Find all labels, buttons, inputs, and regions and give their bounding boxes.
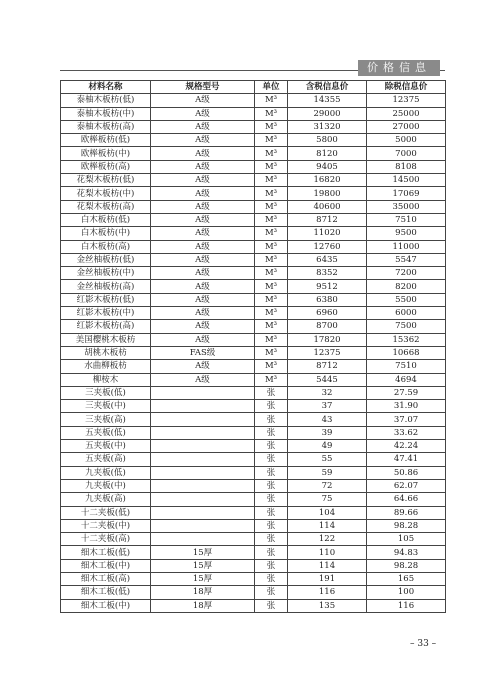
spec-model-cell — [151, 533, 255, 546]
material-name-cell: 五夹板(中) — [61, 440, 151, 453]
table-row — [61, 493, 446, 506]
unit-cell: M³ — [255, 346, 288, 359]
spec-model-cell: A级 — [151, 307, 255, 320]
price-with-tax-cell: 31320 — [288, 120, 367, 133]
price-without-tax-cell: 47.41 — [367, 453, 446, 466]
spec-model-cell: A级 — [151, 213, 255, 226]
unit-cell: 张 — [255, 466, 288, 479]
material-name-cell: 欧榉板枋(低) — [61, 134, 151, 147]
table-row — [61, 506, 446, 519]
table-row — [61, 559, 446, 572]
price-with-tax-cell: 16820 — [288, 174, 367, 187]
price-with-tax-cell: 5800 — [288, 134, 367, 147]
price-with-tax-cell: 14355 — [288, 94, 367, 107]
unit-cell: M³ — [255, 267, 288, 280]
price-without-tax-cell: 62.07 — [367, 479, 446, 492]
price-with-tax-cell: 8712 — [288, 213, 367, 226]
price-with-tax-cell: 72 — [288, 479, 367, 492]
material-name-cell: 九夹板(高) — [61, 493, 151, 506]
table-header-row — [61, 81, 446, 94]
price-without-tax-cell: 11000 — [367, 240, 446, 253]
spec-model-cell: A级 — [151, 227, 255, 240]
unit-cell: 张 — [255, 559, 288, 572]
header-price-without-tax: 除税信息价 — [367, 81, 446, 94]
spec-model-cell — [151, 400, 255, 413]
spec-model-cell: A级 — [151, 94, 255, 107]
price-without-tax-cell: 27000 — [367, 120, 446, 133]
price-with-tax-cell: 29000 — [288, 107, 367, 120]
unit-cell: M³ — [255, 213, 288, 226]
price-without-tax-cell: 7510 — [367, 213, 446, 226]
material-name-cell: 泰柚木板枋(中) — [61, 107, 151, 120]
material-name-cell: 五夹板(低) — [61, 426, 151, 439]
material-name-cell: 九夹板(低) — [61, 466, 151, 479]
price-without-tax-cell: 98.28 — [367, 519, 446, 532]
price-with-tax-cell: 40600 — [288, 200, 367, 213]
unit-cell: M³ — [255, 307, 288, 320]
price-without-tax-cell: 64.66 — [367, 493, 446, 506]
spec-model-cell — [151, 479, 255, 492]
price-with-tax-cell: 6380 — [288, 293, 367, 306]
spec-model-cell: A级 — [151, 360, 255, 373]
table-row — [61, 373, 446, 386]
material-name-cell: 泰柚木板枋(高) — [61, 120, 151, 133]
material-name-cell: 细木工板(中) — [61, 559, 151, 572]
spec-model-cell — [151, 426, 255, 439]
table-row — [61, 200, 446, 213]
price-with-tax-cell: 5445 — [288, 373, 367, 386]
unit-cell: 张 — [255, 533, 288, 546]
price-with-tax-cell: 122 — [288, 533, 367, 546]
table-row — [61, 134, 446, 147]
unit-cell: 张 — [255, 586, 288, 599]
spec-model-cell: 18厚 — [151, 586, 255, 599]
table-row — [61, 107, 446, 120]
header-unit: 单位 — [255, 81, 288, 94]
unit-cell: 张 — [255, 572, 288, 585]
price-without-tax-cell: 35000 — [367, 200, 446, 213]
section-label: 价格信息 — [358, 60, 440, 76]
unit-cell: M³ — [255, 280, 288, 293]
spec-model-cell: A级 — [151, 373, 255, 386]
spec-model-cell — [151, 466, 255, 479]
spec-model-cell: A级 — [151, 280, 255, 293]
spec-model-cell: A级 — [151, 333, 255, 346]
table-row — [61, 227, 446, 240]
price-without-tax-cell: 14500 — [367, 174, 446, 187]
material-name-cell: 五夹板(高) — [61, 453, 151, 466]
table-row — [61, 426, 446, 439]
material-name-cell: 美国樱桃木板枋 — [61, 333, 151, 346]
price-with-tax-cell: 32 — [288, 386, 367, 399]
table-row — [61, 466, 446, 479]
price-without-tax-cell: 33.62 — [367, 426, 446, 439]
table-row — [61, 120, 446, 133]
table-row — [61, 187, 446, 200]
material-name-cell: 欧榉板枋(中) — [61, 147, 151, 160]
unit-cell: 张 — [255, 599, 288, 612]
table-row — [61, 160, 446, 173]
table-row — [61, 586, 446, 599]
price-without-tax-cell: 165 — [367, 572, 446, 585]
price-with-tax-cell: 114 — [288, 559, 367, 572]
unit-cell: M³ — [255, 373, 288, 386]
unit-cell: M³ — [255, 107, 288, 120]
price-with-tax-cell: 6960 — [288, 307, 367, 320]
price-with-tax-cell: 11020 — [288, 227, 367, 240]
table-body — [61, 94, 446, 613]
spec-model-cell: 18厚 — [151, 599, 255, 612]
material-name-cell: 金丝柚板枋(高) — [61, 280, 151, 293]
price-without-tax-cell: 105 — [367, 533, 446, 546]
price-with-tax-cell: 6435 — [288, 253, 367, 266]
spec-model-cell — [151, 453, 255, 466]
table-row — [61, 479, 446, 492]
material-name-cell: 水曲柳板枋 — [61, 360, 151, 373]
material-name-cell: 胡桃木板枋 — [61, 346, 151, 359]
header-spec-model: 规格型号 — [151, 81, 255, 94]
material-name-cell: 红影木板枋(低) — [61, 293, 151, 306]
spec-model-cell: 15厚 — [151, 546, 255, 559]
price-with-tax-cell: 9405 — [288, 160, 367, 173]
unit-cell: M³ — [255, 333, 288, 346]
unit-cell: 张 — [255, 386, 288, 399]
price-with-tax-cell: 59 — [288, 466, 367, 479]
unit-cell: M³ — [255, 320, 288, 333]
price-without-tax-cell: 7510 — [367, 360, 446, 373]
spec-model-cell — [151, 506, 255, 519]
material-name-cell: 柳桉木 — [61, 373, 151, 386]
price-with-tax-cell: 12760 — [288, 240, 367, 253]
price-with-tax-cell: 8352 — [288, 267, 367, 280]
unit-cell: 张 — [255, 400, 288, 413]
spec-model-cell: A级 — [151, 107, 255, 120]
spec-model-cell: A级 — [151, 200, 255, 213]
spec-model-cell — [151, 519, 255, 532]
page-number: – 33 – — [410, 639, 437, 649]
price-with-tax-cell: 43 — [288, 413, 367, 426]
unit-cell: M³ — [255, 187, 288, 200]
unit-cell: 张 — [255, 453, 288, 466]
spec-model-cell — [151, 493, 255, 506]
price-without-tax-cell: 100 — [367, 586, 446, 599]
table-row — [61, 386, 446, 399]
table-row — [61, 360, 446, 373]
price-with-tax-cell: 191 — [288, 572, 367, 585]
material-name-cell: 欧榉板枋(高) — [61, 160, 151, 173]
table-row — [61, 280, 446, 293]
table-row — [61, 320, 446, 333]
table-row — [61, 400, 446, 413]
unit-cell: 张 — [255, 426, 288, 439]
price-table — [60, 80, 446, 613]
price-with-tax-cell: 135 — [288, 599, 367, 612]
table-row — [61, 240, 446, 253]
header-price-with-tax: 含税信息价 — [288, 81, 367, 94]
spec-model-cell: 15厚 — [151, 559, 255, 572]
price-without-tax-cell: 89.66 — [367, 506, 446, 519]
material-name-cell: 十二夹板(中) — [61, 519, 151, 532]
material-name-cell: 九夹板(中) — [61, 479, 151, 492]
price-without-tax-cell: 25000 — [367, 107, 446, 120]
table-row — [61, 599, 446, 612]
unit-cell: M³ — [255, 160, 288, 173]
material-name-cell: 三夹板(低) — [61, 386, 151, 399]
table-row — [61, 293, 446, 306]
price-with-tax-cell: 9512 — [288, 280, 367, 293]
unit-cell: 张 — [255, 413, 288, 426]
table-row — [61, 533, 446, 546]
spec-model-cell: A级 — [151, 320, 255, 333]
price-with-tax-cell: 8700 — [288, 320, 367, 333]
table-row — [61, 307, 446, 320]
unit-cell: M³ — [255, 94, 288, 107]
unit-cell: 张 — [255, 506, 288, 519]
spec-model-cell — [151, 440, 255, 453]
unit-cell: M³ — [255, 253, 288, 266]
price-with-tax-cell: 8712 — [288, 360, 367, 373]
price-without-tax-cell: 12375 — [367, 94, 446, 107]
spec-model-cell: A级 — [151, 253, 255, 266]
price-with-tax-cell: 37 — [288, 400, 367, 413]
price-with-tax-cell: 8120 — [288, 147, 367, 160]
table-row — [61, 572, 446, 585]
spec-model-cell: A级 — [151, 267, 255, 280]
material-name-cell: 花梨木板枋(中) — [61, 187, 151, 200]
price-with-tax-cell: 39 — [288, 426, 367, 439]
table-row — [61, 453, 446, 466]
spec-model-cell: A级 — [151, 134, 255, 147]
material-name-cell: 花梨木板枋(低) — [61, 174, 151, 187]
price-without-tax-cell: 94.83 — [367, 546, 446, 559]
material-name-cell: 白木板枋(中) — [61, 227, 151, 240]
unit-cell: M³ — [255, 360, 288, 373]
unit-cell: M³ — [255, 200, 288, 213]
price-without-tax-cell: 5000 — [367, 134, 446, 147]
unit-cell: 张 — [255, 479, 288, 492]
material-name-cell: 十二夹板(高) — [61, 533, 151, 546]
material-name-cell: 白木板枋(低) — [61, 213, 151, 226]
table-row — [61, 147, 446, 160]
price-without-tax-cell: 7000 — [367, 147, 446, 160]
price-without-tax-cell: 7500 — [367, 320, 446, 333]
table-row — [61, 333, 446, 346]
unit-cell: M³ — [255, 174, 288, 187]
price-with-tax-cell: 17820 — [288, 333, 367, 346]
price-without-tax-cell: 50.86 — [367, 466, 446, 479]
price-without-tax-cell: 4694 — [367, 373, 446, 386]
price-with-tax-cell: 19800 — [288, 187, 367, 200]
unit-cell: 张 — [255, 493, 288, 506]
spec-model-cell: A级 — [151, 293, 255, 306]
unit-cell: M³ — [255, 240, 288, 253]
material-name-cell: 十二夹板(低) — [61, 506, 151, 519]
spec-model-cell — [151, 413, 255, 426]
spec-model-cell: A级 — [151, 147, 255, 160]
price-without-tax-cell: 6000 — [367, 307, 446, 320]
material-name-cell: 红影木板枋(中) — [61, 307, 151, 320]
unit-cell: 张 — [255, 440, 288, 453]
table-row — [61, 267, 446, 280]
table-row — [61, 519, 446, 532]
price-with-tax-cell: 110 — [288, 546, 367, 559]
price-with-tax-cell: 49 — [288, 440, 367, 453]
table-row — [61, 174, 446, 187]
spec-model-cell: A级 — [151, 240, 255, 253]
unit-cell: M³ — [255, 227, 288, 240]
table-row — [61, 413, 446, 426]
table-row — [61, 94, 446, 107]
price-with-tax-cell: 114 — [288, 519, 367, 532]
price-with-tax-cell: 12375 — [288, 346, 367, 359]
price-without-tax-cell: 9500 — [367, 227, 446, 240]
price-with-tax-cell: 55 — [288, 453, 367, 466]
price-without-tax-cell: 42.24 — [367, 440, 446, 453]
price-without-tax-cell: 5500 — [367, 293, 446, 306]
spec-model-cell: A级 — [151, 174, 255, 187]
price-without-tax-cell: 15362 — [367, 333, 446, 346]
price-with-tax-cell: 116 — [288, 586, 367, 599]
spec-model-cell: A级 — [151, 160, 255, 173]
table-row — [61, 440, 446, 453]
table-row — [61, 346, 446, 359]
price-without-tax-cell: 7200 — [367, 267, 446, 280]
material-name-cell: 细木工板(高) — [61, 572, 151, 585]
material-name-cell: 花梨木板枋(高) — [61, 200, 151, 213]
price-without-tax-cell: 31.90 — [367, 400, 446, 413]
price-without-tax-cell: 8108 — [367, 160, 446, 173]
material-name-cell: 三夹板(高) — [61, 413, 151, 426]
material-name-cell: 金丝柚板枋(低) — [61, 253, 151, 266]
material-name-cell: 白木板枋(高) — [61, 240, 151, 253]
spec-model-cell: A级 — [151, 120, 255, 133]
price-without-tax-cell: 10668 — [367, 346, 446, 359]
spec-model-cell — [151, 386, 255, 399]
unit-cell: 张 — [255, 546, 288, 559]
unit-cell: M³ — [255, 120, 288, 133]
price-with-tax-cell: 75 — [288, 493, 367, 506]
spec-model-cell: A级 — [151, 187, 255, 200]
unit-cell: M³ — [255, 147, 288, 160]
material-name-cell: 金丝柚板枋(中) — [61, 267, 151, 280]
material-name-cell: 红影木板枋(高) — [61, 320, 151, 333]
price-without-tax-cell: 98.28 — [367, 559, 446, 572]
unit-cell: M³ — [255, 293, 288, 306]
price-without-tax-cell: 5547 — [367, 253, 446, 266]
unit-cell: 张 — [255, 519, 288, 532]
material-name-cell: 三夹板(中) — [61, 400, 151, 413]
price-without-tax-cell: 27.59 — [367, 386, 446, 399]
price-with-tax-cell: 104 — [288, 506, 367, 519]
price-without-tax-cell: 116 — [367, 599, 446, 612]
spec-model-cell: FAS级 — [151, 346, 255, 359]
material-name-cell: 细木工板(中) — [61, 599, 151, 612]
table-row — [61, 213, 446, 226]
material-name-cell: 细木工板(低) — [61, 546, 151, 559]
table-row — [61, 546, 446, 559]
material-name-cell: 泰柚木板枋(低) — [61, 94, 151, 107]
spec-model-cell: 15厚 — [151, 572, 255, 585]
price-without-tax-cell: 37.07 — [367, 413, 446, 426]
unit-cell: M³ — [255, 134, 288, 147]
price-without-tax-cell: 8200 — [367, 280, 446, 293]
table-row — [61, 253, 446, 266]
material-name-cell: 细木工板(低) — [61, 586, 151, 599]
header-material-name: 材料名称 — [61, 81, 151, 94]
price-without-tax-cell: 17069 — [367, 187, 446, 200]
